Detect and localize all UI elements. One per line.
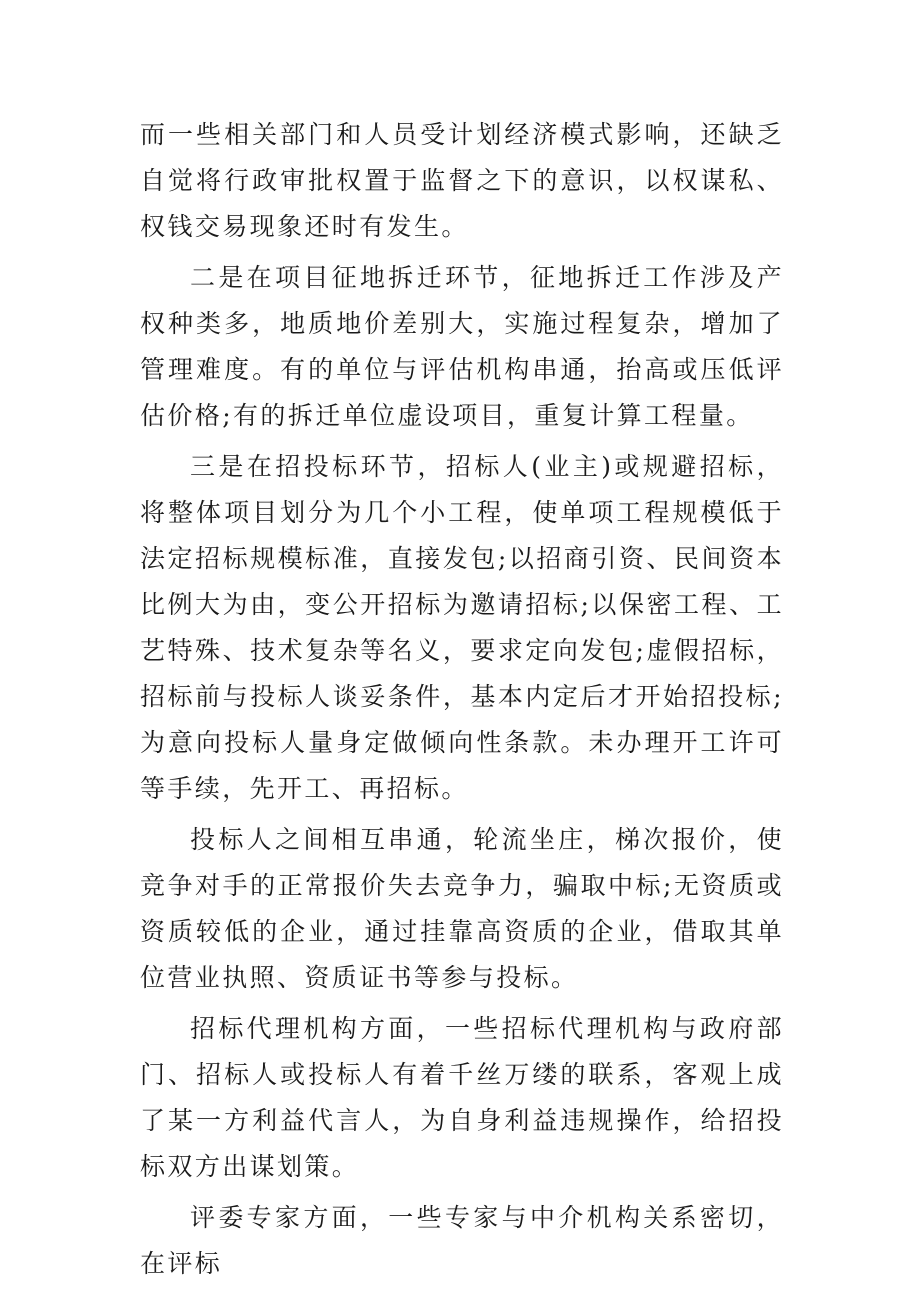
paragraph-land-acquisition: 二是在项目征地拆迁环节，征地拆迁工作涉及产权种类多，地质地价差别大，实施过程复杂，增加了管理难度。有的单位与评估机构串通，抬高或压低评估价格;有的拆迁单位虚设项目，重复计算工程量。 [140,263,784,430]
paragraph-bidding: 三是在招投标环节，招标人(业主)或规避招标，将整体项目划分为几个小工程，使单项工程规模低于法定招标规模标准，直接发包;以招商引资、民间资本比例大为由，变公开招标为邀请招标;以保密工程、工艺特殊、技术复杂等名义，要求定向发包;虚假招标，招标前与投标人谈妥条件，基本内定后才开始招投标;为意向投标人量身定做倾向性条款。未办理开工许可等手续，先开工、再招标。 [140,452,784,803]
document-body [140,112,784,1292]
paragraph-expert-panel: 评委专家方面，一些专家与中介机构关系密切，在评标 [140,1203,784,1278]
paragraph-bidding-agency: 招标代理机构方面，一些招标代理机构与政府部门、招标人或投标人有着千丝万缕的联系，客观上成了某一方利益代言人，为自身利益违规操作，给招投标双方出谋划策。 [140,1014,784,1181]
paragraph-bidders-collusion: 投标人之间相互串通，轮流坐庄，梯次报价，使竞争对手的正常报价失去竞争力，骗取中标;无资质或资质较低的企业，通过挂靠高资质的企业，借取其单位营业执照、资质证书等参与投标。 [140,825,784,992]
paragraph-continuation: 而一些相关部门和人员受计划经济模式影响，还缺乏自觉将行政审批权置于监督之下的意识，以权谋私、权钱交易现象还时有发生。 [140,120,784,241]
